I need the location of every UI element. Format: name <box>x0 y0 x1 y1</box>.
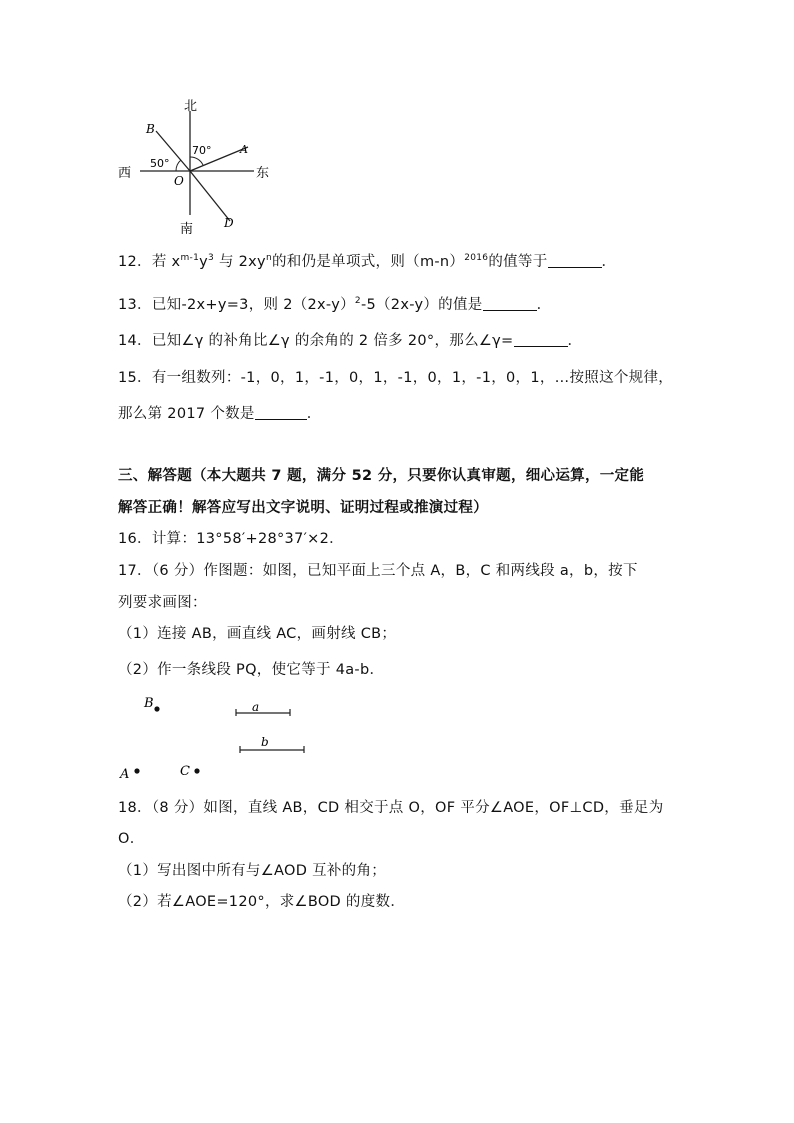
section-3-heading-line2: 解答正确！解答应写出文字说明、证明过程或推演过程） <box>118 500 488 516</box>
question-18-part1: （1）写出图中所有与∠AOD 互补的角； <box>118 863 387 879</box>
question-17-line2: 列要求画图： <box>118 595 207 611</box>
point-label-B: B <box>144 696 154 711</box>
question-15-line1: 15．有一组数列：-1，0，1，-1，0，1，-1，0，1，-1，0，1，…按照这个规律， <box>118 370 674 386</box>
point-label-A: A <box>120 767 130 782</box>
label-B: B <box>146 122 155 136</box>
section-3-heading-line1: 三、解答题（本大题共 7 题，满分 52 分，只要你认真审题，细心运算，一定能 <box>118 468 645 484</box>
question-12: 12．若 $x^{m-1}y^3$ 与 $2xy^n$的和仍是单项式，则$(m-n)^{2016}$的值等于 ． <box>118 253 617 270</box>
question-18-part2: （2）若∠AOE=120°，求∠BOD 的度数． <box>118 894 406 910</box>
question-17-line1: 17．（6 分）作图题：如图，已知平面上三个点 A，B，C 和两线段 a，b，按下 <box>118 563 638 579</box>
answer-blank-15 <box>255 405 307 420</box>
label-D: D <box>224 216 234 230</box>
label-north: 北 <box>184 99 198 114</box>
label-angle-50: 50° <box>150 157 170 170</box>
segment-label-a: a <box>252 700 260 714</box>
label-A: A <box>240 143 248 156</box>
question-16: 16．计算：13°58′+28°37′×2． <box>118 531 344 547</box>
question-17-part2: （2）作一条线段 PQ，使它等于 4a-b． <box>118 662 385 678</box>
question-17-part1: （1）连接 AB，画直线 AC，画射线 CB； <box>118 626 397 642</box>
question-18-line1: 18．（8 分）如图，直线 AB，CD 相交于点 O，OF 平分∠AOE，OF⊥CD，垂足为 <box>118 800 664 816</box>
answer-blank-14 <box>514 332 568 347</box>
points-figure <box>112 690 322 785</box>
label-east: 东 <box>256 166 270 181</box>
answer-blank-12 <box>548 253 602 268</box>
answer-blank-13 <box>483 296 537 311</box>
arc-50 <box>176 160 181 171</box>
question-14: 14．已知∠γ 的补角比∠γ 的余角的 2 倍多 20°，那么∠γ= ． <box>118 333 583 349</box>
question-18-line2: O． <box>118 831 145 847</box>
label-south: 南 <box>180 222 194 237</box>
point-A <box>134 768 139 773</box>
ray-OD <box>190 171 230 221</box>
question-15-line2: 那么第 2017 个数是 ． <box>118 406 322 422</box>
segment-label-b: b <box>261 735 269 749</box>
label-west: 西 <box>118 166 132 181</box>
point-B <box>154 706 159 711</box>
point-C <box>194 768 199 773</box>
point-label-C: C <box>180 764 190 779</box>
arc-70 <box>190 157 203 165</box>
label-O: O <box>174 174 184 188</box>
label-angle-70: 70° <box>192 144 212 157</box>
compass-figure <box>112 95 282 240</box>
question-13: 13．已知-2x+y=3，则 $2(2x-y)^2-5(2x-y)$的值是 ． <box>118 296 552 313</box>
